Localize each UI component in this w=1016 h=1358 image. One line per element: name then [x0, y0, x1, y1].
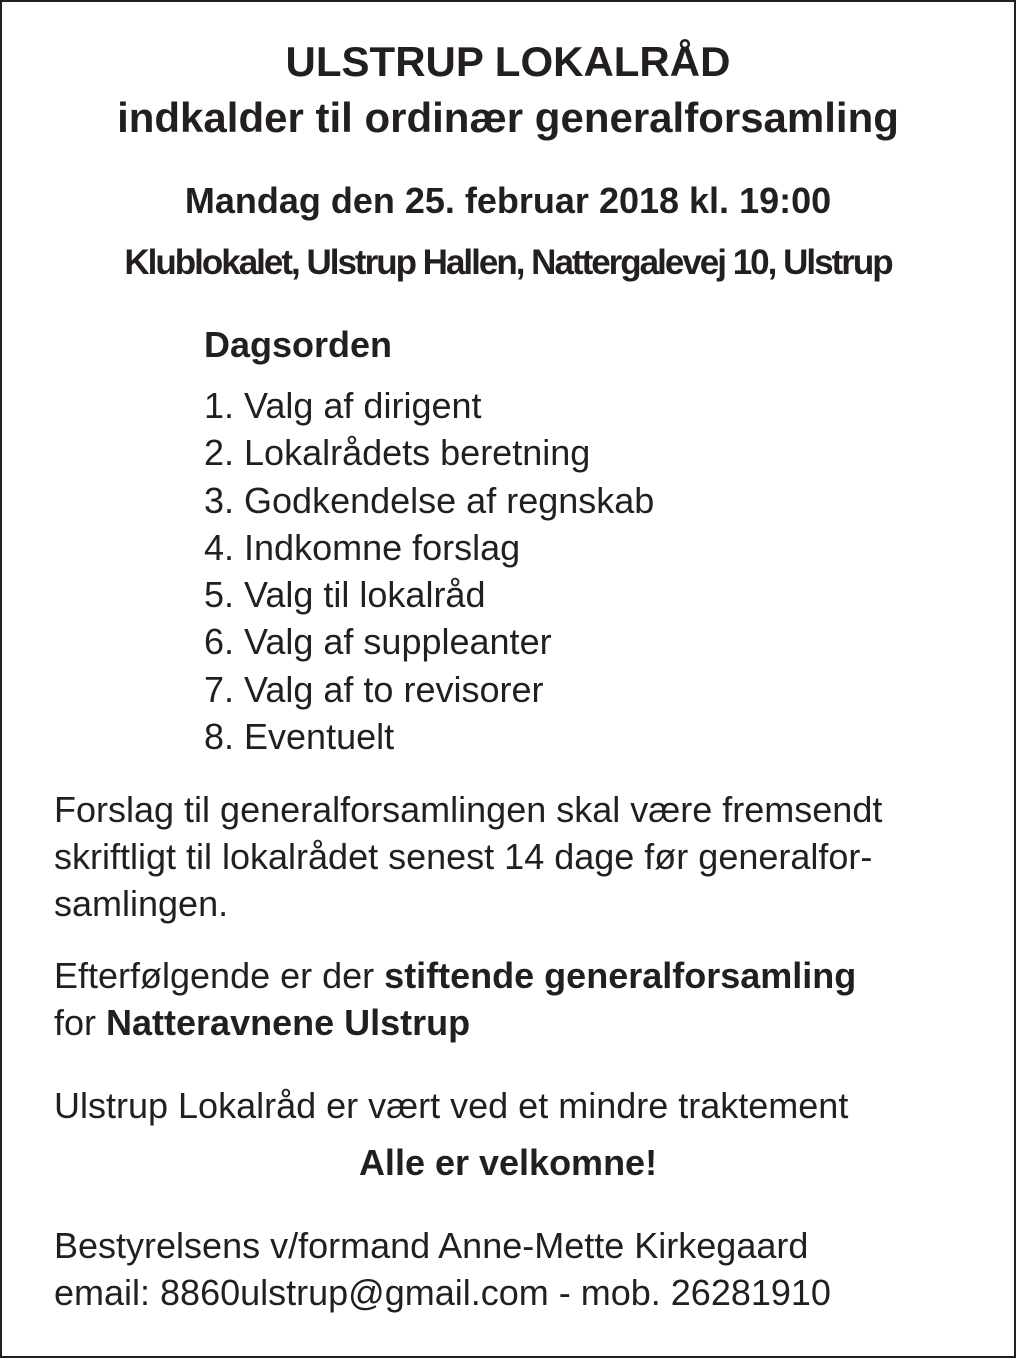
- agenda-item: 6. Valg af suppleanter: [204, 621, 552, 663]
- proposals-line: skriftligt til lokalrådet senest 14 dage før generalfor-: [54, 836, 873, 877]
- following-prefix: Efterfølgende er der: [54, 955, 385, 996]
- agenda-item: 5. Valg til lokalråd: [204, 574, 486, 616]
- proposals-line: samlingen.: [54, 883, 229, 924]
- proposals-paragraph: [54, 786, 984, 927]
- agenda-item: 2. Lokalrådets beretning: [204, 432, 591, 474]
- notice-title: ULSTRUP LOKALRÅD: [285, 38, 731, 85]
- founding-meeting-text: stiftende generalforsamling: [384, 955, 857, 996]
- proposals-line: Forslag til generalforsamlingen skal være fremsendt: [54, 789, 883, 830]
- natteravnene-text: Natteravnene Ulstrup: [106, 1002, 471, 1043]
- following-line-2: [54, 999, 984, 1046]
- welcome-text: Alle er velkomne!: [358, 1142, 658, 1183]
- following-paragraph: [54, 952, 984, 1046]
- contact-paragraph: [54, 1222, 984, 1316]
- agenda-item: 8. Eventuelt: [204, 716, 395, 758]
- notice-subtitle: indkalder til ordinær generalforsamling: [117, 94, 899, 141]
- agenda-item: 4. Indkomne forslag: [204, 526, 521, 568]
- agenda-heading: Dagsorden: [204, 324, 393, 365]
- agenda-item: 3. Godkendelse af regnskab: [204, 479, 655, 521]
- following-line2-prefix: for: [54, 1002, 107, 1043]
- agenda-item: 7. Valg af to revisorer: [204, 668, 544, 710]
- meeting-date: Mandag den 25. februar 2018 kl. 19:00: [184, 180, 832, 221]
- contact-email-phone: email: 8860ulstrup@gmail.com - mob. 26281910: [54, 1272, 831, 1313]
- meeting-venue: Klublokalet, Ulstrup Hallen, Nattergalevej 10, Ulstrup: [124, 243, 892, 282]
- agenda-item: 1. Valg af dirigent: [204, 385, 482, 426]
- following-line-1: [54, 952, 984, 999]
- contact-chair: Bestyrelsens v/formand Anne-Mette Kirkegaard: [54, 1225, 809, 1266]
- agenda-list: [204, 382, 654, 760]
- host-paragraph: Ulstrup Lokalråd er vært ved et mindre traktement: [54, 1085, 849, 1126]
